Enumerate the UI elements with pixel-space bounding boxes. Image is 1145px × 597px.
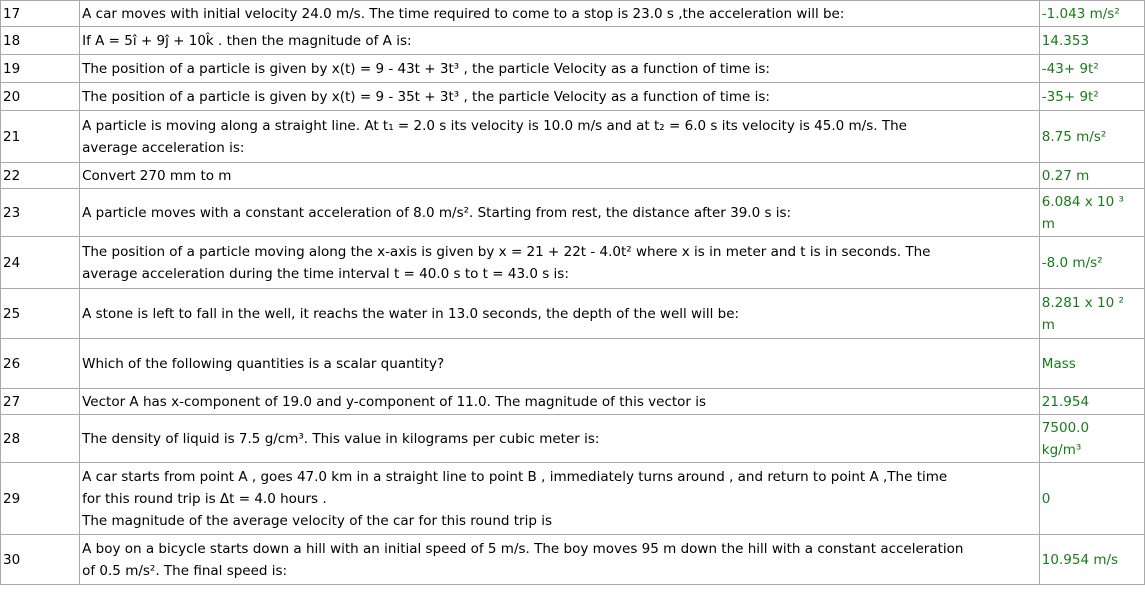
question-number: 22 [1,163,80,189]
question-number: 23 [1,189,80,237]
table-row [1,535,1145,585]
question-number: 19 [1,55,80,83]
answer-value: -1.043 m/s² [1039,1,1144,27]
answer-value: 14.353 [1039,27,1144,55]
question-text-line: A particle is moving along a straight line. At t₁ = 2.0 s its velocity is 10.0 m/s and at t₂ = 6.0 s its velocity is 45.0 m/s. The [82,117,907,134]
answer-value-line: m [1041,316,1055,333]
question-number: 27 [1,389,80,415]
answer-value-line: 7500.0 [1041,419,1090,436]
question-text-line: for this round trip is Δt = 4.0 hours . [82,490,327,507]
question-text: The density of liquid is 7.5 g/cm³. This value in kilograms per cubic meter is: [80,415,1040,463]
question-number: 29 [1,463,80,535]
question-text [80,237,1040,289]
question-text: Convert 270 mm to m [80,163,1040,189]
answer-value: 0.27 m [1039,163,1144,189]
question-text: A car moves with initial velocity 24.0 m/s. The time required to come to a stop is 23.0 s ,the acceleration will be: [80,1,1040,27]
question-number: 30 [1,535,80,585]
question-number: 24 [1,237,80,289]
question-text-line: A boy on a bicycle starts down a hill with an initial speed of 5 m/s. The boy moves 95 m down the hill with a constant acceleration [82,540,964,557]
question-text-line: of 0.5 m/s². The final speed is: [82,562,288,579]
question-number: 25 [1,289,80,339]
table-row [1,463,1145,535]
answer-value [1039,189,1144,237]
answer-value: 8.75 m/s² [1039,111,1144,163]
answer-value: Mass [1039,339,1144,389]
question-text-line: A car starts from point A , goes 47.0 km in a straight line to point B , immediately turns around , and return to point A ,The time [82,468,948,485]
answer-value: 0 [1039,463,1144,535]
question-text-line: average acceleration during the time interval t = 40.0 s to t = 43.0 s is: [82,265,569,282]
question-text: Vector A has x-component of 19.0 and y-component of 11.0. The magnitude of this vector is [80,389,1040,415]
table-row [1,389,1145,415]
answer-value: -43+ 9t² [1039,55,1144,83]
table-row [1,289,1145,339]
table-row [1,189,1145,237]
question-text-line: The position of a particle moving along the x-axis is given by x = 21 + 22t - 4.0t² where x is in meter and t is in seconds. The [82,243,931,260]
answer-value-line: 6.084 x 10 ³ [1041,193,1124,210]
answer-value [1039,289,1144,339]
table-row [1,83,1145,111]
question-text: A stone is left to fall in the well, it reachs the water in 13.0 seconds, the depth of the well will be: [80,289,1040,339]
question-number: 21 [1,111,80,163]
table-row [1,1,1145,27]
question-text-line: average acceleration is: [82,139,245,156]
table-row [1,237,1145,289]
table-row [1,339,1145,389]
table-row [1,55,1145,83]
answer-value: -35+ 9t² [1039,83,1144,111]
answer-value: -8.0 m/s² [1039,237,1144,289]
answer-value-line: 8.281 x 10 ² [1041,294,1124,311]
answer-value-line: kg/m³ [1041,441,1082,458]
question-text: The position of a particle is given by x(t) = 9 - 35t + 3t³ , the particle Velocity as a function of time is: [80,83,1040,111]
question-number: 26 [1,339,80,389]
question-text: If A = 5î + 9ĵ + 10k̂ . then the magnitude of A is: [80,27,1040,55]
table-row [1,111,1145,163]
question-text [80,111,1040,163]
question-text [80,535,1040,585]
question-number: 20 [1,83,80,111]
answer-value-line: m [1041,215,1055,232]
table-row [1,163,1145,189]
question-text: A particle moves with a constant acceleration of 8.0 m/s². Starting from rest, the distance after 39.0 s is: [80,189,1040,237]
question-number: 28 [1,415,80,463]
answer-value [1039,415,1144,463]
question-number: 18 [1,27,80,55]
question-text-line: The magnitude of the average velocity of the car for this round trip is [82,512,552,529]
question-number: 17 [1,1,80,27]
question-text [80,463,1040,535]
table-row [1,27,1145,55]
answer-value: 21.954 [1039,389,1144,415]
table-row [1,415,1145,463]
question-text: The position of a particle is given by x(t) = 9 - 43t + 3t³ , the particle Velocity as a function of time is: [80,55,1040,83]
question-text: Which of the following quantities is a scalar quantity? [80,339,1040,389]
answer-value: 10.954 m/s [1039,535,1144,585]
